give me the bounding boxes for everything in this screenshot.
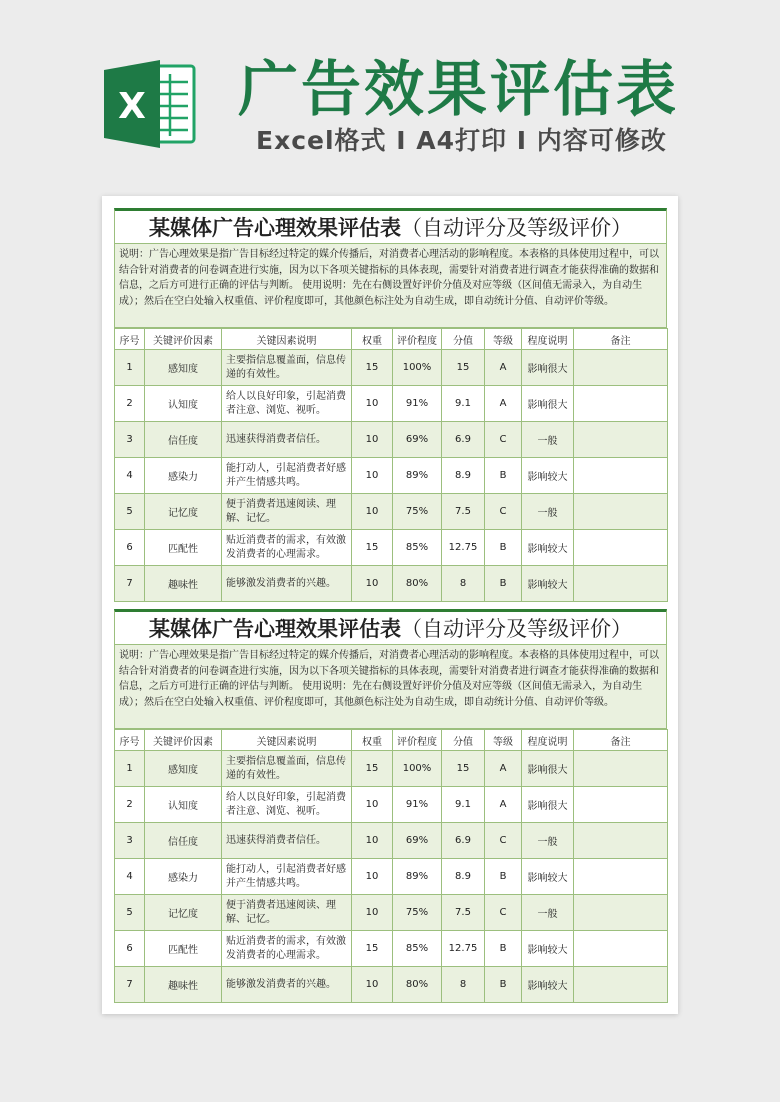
table-row bbox=[115, 751, 668, 787]
cell-degree[interactable]: 80% bbox=[393, 566, 442, 602]
cell-degree-note: 影响很大 bbox=[522, 751, 574, 787]
cell-score: 8.9 bbox=[442, 859, 485, 895]
cell-factor: 感知度 bbox=[145, 350, 222, 386]
cell-weight[interactable]: 10 bbox=[352, 859, 393, 895]
page-title: 广告效果评估表 bbox=[238, 55, 679, 125]
col-header: 关键因素说明 bbox=[222, 329, 352, 350]
cell-explain: 能够激发消费者的兴趣。 bbox=[222, 566, 352, 602]
cell-explain: 贴近消费者的需求，有效激发消费者的心理需求。 bbox=[222, 931, 352, 967]
sheet-description: 说明：广告心理效果是指广告目标经过特定的媒介传播后，对消费者心理活动的影响程度。本表格的具体使用过程中，可以结合针对消费者的问卷调查进行实施，因为以下各项关键指标的具体表现，需要针对消费者进行调查才能获得准确的数据和信息，之后方可进行正确的评估与判断。 使用说明：先在右侧设置好评价分值及对应等级（区间值无需录入，为自动生成）；然后在空白处输入权重值、评价程度即可，其他颜色标注处为自动生成，即自动统计分值、自动评价等级。 bbox=[114, 645, 667, 729]
cell-weight[interactable]: 15 bbox=[352, 350, 393, 386]
cell-index: 7 bbox=[115, 967, 145, 1003]
cell-remark[interactable] bbox=[574, 350, 668, 386]
cell-index: 4 bbox=[115, 458, 145, 494]
table-row bbox=[115, 386, 668, 422]
cell-explain: 给人以良好印象，引起消费者注意、浏览、视听。 bbox=[222, 787, 352, 823]
cell-score: 12.75 bbox=[442, 530, 485, 566]
cell-degree-note: 一般 bbox=[522, 494, 574, 530]
cell-degree-note: 影响较大 bbox=[522, 566, 574, 602]
sheet-title-suffix: （自动评分及等级评价） bbox=[401, 617, 632, 641]
cell-explain: 能打动人，引起消费者好感并产生情感共鸣。 bbox=[222, 859, 352, 895]
cell-degree-note: 影响较大 bbox=[522, 967, 574, 1003]
sheet-title-suffix: （自动评分及等级评价） bbox=[401, 216, 632, 240]
cell-index: 1 bbox=[115, 350, 145, 386]
cell-explain: 迅速获得消费者信任。 bbox=[222, 823, 352, 859]
page-subtitle: Excel格式 I A4打印 I 内容可修改 bbox=[256, 126, 667, 155]
excel-logo-icon bbox=[102, 56, 198, 152]
cell-degree[interactable]: 80% bbox=[393, 967, 442, 1003]
document-page bbox=[102, 196, 678, 1014]
cell-score: 7.5 bbox=[442, 895, 485, 931]
cell-remark[interactable] bbox=[574, 823, 668, 859]
cell-explain: 主要指信息覆盖面，信息传递的有效性。 bbox=[222, 350, 352, 386]
col-header: 分值 bbox=[442, 329, 485, 350]
cell-remark[interactable] bbox=[574, 967, 668, 1003]
cell-degree-note: 影响很大 bbox=[522, 350, 574, 386]
cell-factor: 感染力 bbox=[145, 859, 222, 895]
cell-weight[interactable]: 10 bbox=[352, 787, 393, 823]
col-header: 评价程度 bbox=[393, 329, 442, 350]
cell-index: 5 bbox=[115, 895, 145, 931]
table-row bbox=[115, 494, 668, 530]
cell-index: 6 bbox=[115, 530, 145, 566]
col-header: 程度说明 bbox=[522, 329, 574, 350]
sheet-title-main: 某媒体广告心理效果评估表 bbox=[149, 617, 401, 641]
cell-explain: 主要指信息覆盖面，信息传递的有效性。 bbox=[222, 751, 352, 787]
table-row bbox=[115, 530, 668, 566]
cell-degree-note: 影响较大 bbox=[522, 931, 574, 967]
cell-remark[interactable] bbox=[574, 422, 668, 458]
cell-degree-note: 一般 bbox=[522, 823, 574, 859]
sheet-description: 说明：广告心理效果是指广告目标经过特定的媒介传播后，对消费者心理活动的影响程度。本表格的具体使用过程中，可以结合针对消费者的问卷调查进行实施，因为以下各项关键指标的具体表现，需要针对消费者进行调查才能获得准确的数据和信息，之后方可进行正确的评估与判断。 使用说明：先在右侧设置好评价分值及对应等级（区间值无需录入，为自动生成）；然后在空白处输入权重值、评价程度即可，其他颜色标注处为自动生成，即自动统计分值、自动评价等级。 bbox=[114, 244, 667, 328]
cell-weight[interactable]: 10 bbox=[352, 422, 393, 458]
cell-remark[interactable] bbox=[574, 859, 668, 895]
cell-weight[interactable]: 15 bbox=[352, 931, 393, 967]
table-row bbox=[115, 787, 668, 823]
col-header: 分值 bbox=[442, 730, 485, 751]
cell-grade: B bbox=[485, 566, 522, 602]
table-row bbox=[115, 967, 668, 1003]
cell-weight[interactable]: 15 bbox=[352, 751, 393, 787]
table-row bbox=[115, 422, 668, 458]
cell-degree[interactable]: 75% bbox=[393, 895, 442, 931]
page-header bbox=[0, 0, 780, 190]
col-header: 权重 bbox=[352, 730, 393, 751]
cell-degree-note: 影响很大 bbox=[522, 787, 574, 823]
cell-factor: 记忆度 bbox=[145, 895, 222, 931]
cell-score: 15 bbox=[442, 751, 485, 787]
col-header: 程度说明 bbox=[522, 730, 574, 751]
table-row bbox=[115, 566, 668, 602]
cell-weight[interactable]: 10 bbox=[352, 967, 393, 1003]
cell-explain: 便于消费者迅速阅读、理解、记忆。 bbox=[222, 895, 352, 931]
table-row bbox=[115, 350, 668, 386]
table-row bbox=[115, 458, 668, 494]
col-header: 备注 bbox=[574, 329, 668, 350]
sheet-title-main: 某媒体广告心理效果评估表 bbox=[149, 216, 401, 240]
cell-index: 3 bbox=[115, 823, 145, 859]
evaluation-sheet-2 bbox=[114, 609, 667, 1003]
cell-weight[interactable]: 15 bbox=[352, 530, 393, 566]
col-header: 关键因素说明 bbox=[222, 730, 352, 751]
cell-grade: B bbox=[485, 530, 522, 566]
cell-degree[interactable]: 100% bbox=[393, 751, 442, 787]
cell-factor: 认知度 bbox=[145, 787, 222, 823]
table-row bbox=[115, 823, 668, 859]
cell-score: 9.1 bbox=[442, 787, 485, 823]
table-row bbox=[115, 859, 668, 895]
cell-degree-note: 一般 bbox=[522, 895, 574, 931]
cell-score: 8 bbox=[442, 566, 485, 602]
cell-grade: B bbox=[485, 859, 522, 895]
cell-remark[interactable] bbox=[574, 530, 668, 566]
cell-factor: 趣味性 bbox=[145, 566, 222, 602]
cell-grade: B bbox=[485, 458, 522, 494]
sheet-title bbox=[114, 208, 667, 244]
cell-grade: B bbox=[485, 931, 522, 967]
cell-degree[interactable]: 91% bbox=[393, 787, 442, 823]
cell-factor: 匹配性 bbox=[145, 530, 222, 566]
cell-score: 7.5 bbox=[442, 494, 485, 530]
cell-index: 2 bbox=[115, 386, 145, 422]
cell-degree[interactable]: 89% bbox=[393, 859, 442, 895]
cell-weight[interactable]: 10 bbox=[352, 823, 393, 859]
cell-remark[interactable] bbox=[574, 494, 668, 530]
cell-grade: B bbox=[485, 967, 522, 1003]
cell-factor: 感知度 bbox=[145, 751, 222, 787]
cell-degree[interactable]: 85% bbox=[393, 530, 442, 566]
cell-degree[interactable]: 100% bbox=[393, 350, 442, 386]
col-header: 序号 bbox=[115, 730, 145, 751]
cell-index: 7 bbox=[115, 566, 145, 602]
evaluation-table bbox=[114, 729, 668, 1003]
table-row bbox=[115, 931, 668, 967]
cell-remark[interactable] bbox=[574, 751, 668, 787]
cell-remark[interactable] bbox=[574, 931, 668, 967]
cell-explain: 能够激发消费者的兴趣。 bbox=[222, 967, 352, 1003]
cell-explain: 迅速获得消费者信任。 bbox=[222, 422, 352, 458]
cell-score: 9.1 bbox=[442, 386, 485, 422]
cell-grade: C bbox=[485, 823, 522, 859]
cell-index: 4 bbox=[115, 859, 145, 895]
cell-degree-note: 影响较大 bbox=[522, 530, 574, 566]
cell-degree[interactable]: 85% bbox=[393, 931, 442, 967]
cell-grade: A bbox=[485, 386, 522, 422]
table-header-row bbox=[115, 329, 668, 350]
cell-remark[interactable] bbox=[574, 566, 668, 602]
cell-weight[interactable]: 10 bbox=[352, 566, 393, 602]
cell-score: 6.9 bbox=[442, 422, 485, 458]
cell-factor: 认知度 bbox=[145, 386, 222, 422]
cell-degree-note: 影响较大 bbox=[522, 859, 574, 895]
cell-factor: 感染力 bbox=[145, 458, 222, 494]
cell-score: 15 bbox=[442, 350, 485, 386]
logo-letter: X bbox=[118, 86, 146, 127]
cell-degree-note: 影响很大 bbox=[522, 386, 574, 422]
cell-degree[interactable]: 69% bbox=[393, 422, 442, 458]
table-header-row bbox=[115, 730, 668, 751]
cell-factor: 趣味性 bbox=[145, 967, 222, 1003]
evaluation-table bbox=[114, 328, 668, 602]
cell-index: 1 bbox=[115, 751, 145, 787]
cell-index: 2 bbox=[115, 787, 145, 823]
col-header: 序号 bbox=[115, 329, 145, 350]
cell-factor: 信任度 bbox=[145, 823, 222, 859]
col-header: 备注 bbox=[574, 730, 668, 751]
col-header: 关键评价因素 bbox=[145, 730, 222, 751]
cell-explain: 能打动人，引起消费者好感并产生情感共鸣。 bbox=[222, 458, 352, 494]
cell-grade: A bbox=[485, 787, 522, 823]
col-header: 等级 bbox=[485, 329, 522, 350]
cell-score: 8 bbox=[442, 967, 485, 1003]
cell-degree-note: 一般 bbox=[522, 422, 574, 458]
cell-remark[interactable] bbox=[574, 787, 668, 823]
cell-index: 6 bbox=[115, 931, 145, 967]
evaluation-sheet-1 bbox=[114, 208, 667, 602]
cell-score: 8.9 bbox=[442, 458, 485, 494]
cell-score: 12.75 bbox=[442, 931, 485, 967]
cell-degree[interactable]: 91% bbox=[393, 386, 442, 422]
cell-weight[interactable]: 10 bbox=[352, 386, 393, 422]
cell-explain: 给人以良好印象，引起消费者注意、浏览、视听。 bbox=[222, 386, 352, 422]
cell-grade: C bbox=[485, 895, 522, 931]
col-header: 评价程度 bbox=[393, 730, 442, 751]
cell-weight[interactable]: 10 bbox=[352, 895, 393, 931]
cell-degree[interactable]: 75% bbox=[393, 494, 442, 530]
cell-grade: A bbox=[485, 751, 522, 787]
cell-remark[interactable] bbox=[574, 458, 668, 494]
col-header: 关键评价因素 bbox=[145, 329, 222, 350]
cell-factor: 匹配性 bbox=[145, 931, 222, 967]
cell-grade: A bbox=[485, 350, 522, 386]
cell-index: 3 bbox=[115, 422, 145, 458]
cell-grade: C bbox=[485, 494, 522, 530]
cell-score: 6.9 bbox=[442, 823, 485, 859]
cell-grade: C bbox=[485, 422, 522, 458]
col-header: 权重 bbox=[352, 329, 393, 350]
cell-index: 5 bbox=[115, 494, 145, 530]
cell-explain: 便于消费者迅速阅读、理解、记忆。 bbox=[222, 494, 352, 530]
col-header: 等级 bbox=[485, 730, 522, 751]
table-row bbox=[115, 895, 668, 931]
cell-weight[interactable]: 10 bbox=[352, 458, 393, 494]
cell-explain: 贴近消费者的需求，有效激发消费者的心理需求。 bbox=[222, 530, 352, 566]
cell-degree[interactable]: 69% bbox=[393, 823, 442, 859]
cell-weight[interactable]: 10 bbox=[352, 494, 393, 530]
sheet-title bbox=[114, 609, 667, 645]
cell-factor: 信任度 bbox=[145, 422, 222, 458]
cell-degree[interactable]: 89% bbox=[393, 458, 442, 494]
cell-remark[interactable] bbox=[574, 895, 668, 931]
cell-factor: 记忆度 bbox=[145, 494, 222, 530]
cell-degree-note: 影响较大 bbox=[522, 458, 574, 494]
cell-remark[interactable] bbox=[574, 386, 668, 422]
